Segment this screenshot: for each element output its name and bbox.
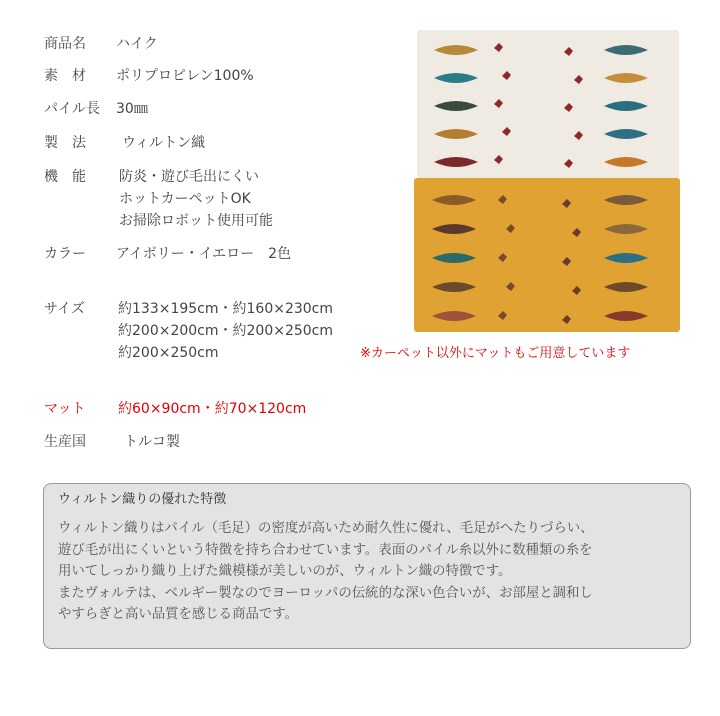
spec-value-line: お掃除ロボット使用可能 [119,213,273,229]
spec-value-line: ホットカーペットOK [119,191,251,207]
feature-title: ウィルトン織りの優れた特徴 [58,492,227,507]
feature-line: 遊び毛が出にくいという特徴を持ち合わせています。表面のパイル糸以外に数種類の糸を [58,542,593,558]
ivory-rug-image [417,30,679,178]
spec-value-line: アイボリー・イエロー 2色 [116,246,292,262]
spec-value-line: 約200×200cm・約200×250cm [118,323,334,339]
spec-value-line: 防炎・遊び毛出にくい [119,169,259,185]
spec-value-line: 約60×90cm・約70×120cm [118,401,307,417]
spec-value-line: ハイク [116,36,158,52]
spec-value [116,243,291,265]
spec-value-line: 約200×250cm [118,345,219,361]
feature-line: またヴォルテは、ベルギー製なのでヨーロッパの伝統的な深い色合いが、お部屋と調和し [58,585,593,601]
spec-value [122,132,205,154]
spec-label: 製 法 [44,135,86,151]
feature-body [58,518,688,626]
feature-line: 用いてしっかり織り上げた織模様が美しいのが、ウィルトン織の特徴です。 [58,564,512,579]
feature-line: やすらぎと高い品質を感じる商品です。 [58,607,298,622]
spec-label: パイル長 [44,101,100,117]
yellow-rug-image [414,178,680,332]
spec-value [116,33,158,55]
feature-line: ウィルトン織りはパイル（毛足）の密度が高いため耐久性に優れ、毛足がへたりづらい、 [58,521,594,536]
spec-value [116,98,148,120]
feature-box [43,483,691,649]
spec-label: 商品名 [44,36,86,52]
mat-available-note: ※カーペット以外にマットもご用意しています [360,346,631,361]
spec-value [118,298,333,364]
spec-label: 生産国 [44,434,86,450]
spec-label: カラー [44,246,86,262]
spec-label: サイズ [44,301,85,317]
spec-label: マット [44,401,86,417]
spec-value-line: 約133×195cm・約160×230cm [118,301,334,317]
spec-value-line: ウィルトン織 [122,135,206,151]
spec-value [119,166,273,232]
spec-value [116,65,254,87]
spec-label: 機 能 [44,169,86,185]
rug-product-image [414,28,682,333]
spec-value-line: トルコ製 [124,434,180,450]
spec-value [124,431,180,453]
spec-value-line: ポリプロピレン100% [116,68,254,84]
spec-value-line: 30㎜ [116,101,148,117]
spec-label: 素 材 [44,68,86,84]
spec-value [118,398,306,420]
